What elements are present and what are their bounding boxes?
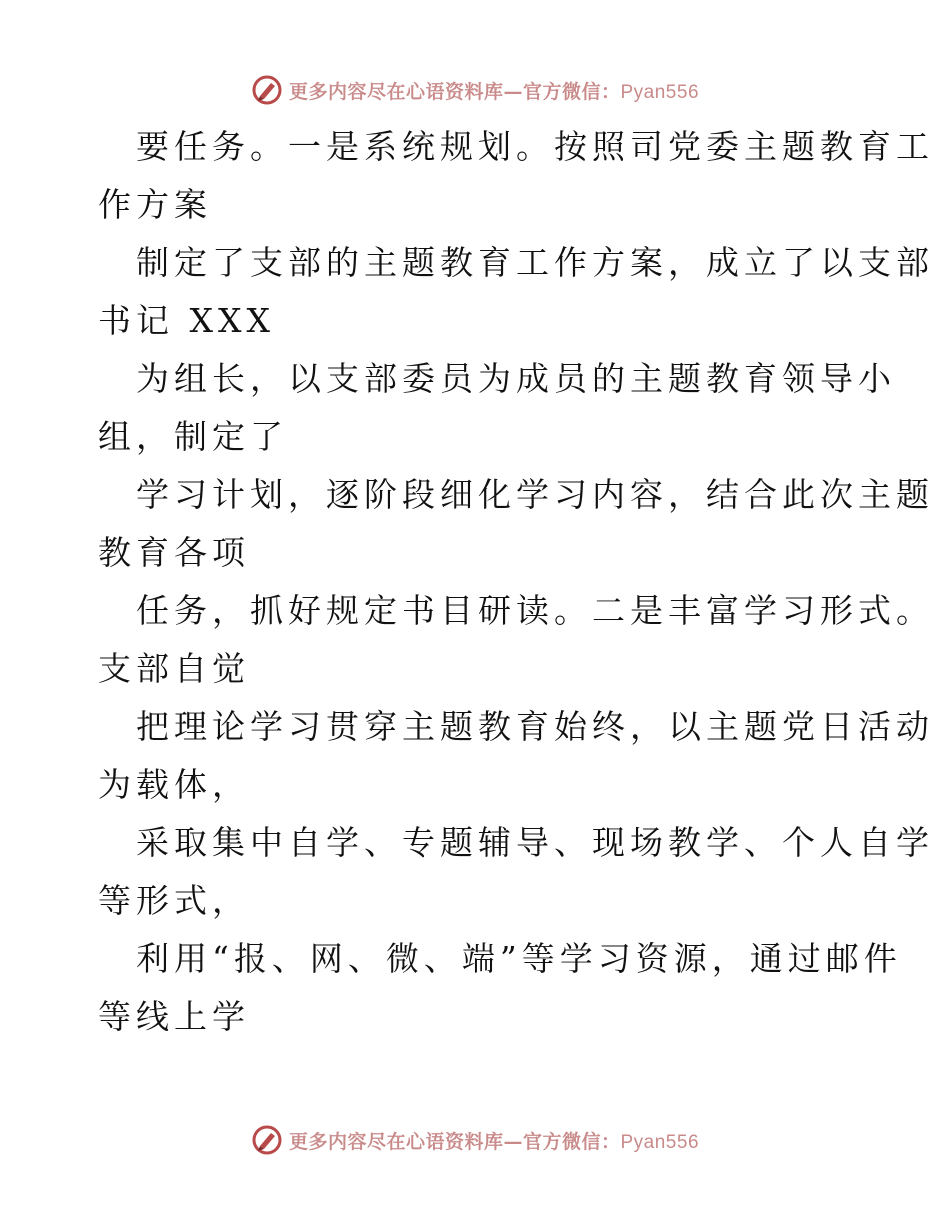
- watermark-handle: Pyan556: [620, 1131, 700, 1153]
- watermark-text: [289, 77, 699, 104]
- paragraph: 制定了支部的主题教育工作方案，成立了以支部 书记 XXX: [98, 243, 934, 340]
- watermark-text: [289, 1127, 699, 1154]
- paragraph: 采取集中自学、专题辅导、现场教学、个人自学 等形式，: [98, 823, 934, 920]
- watermark-prefix: 更多内容尽在心语资料库—官方微信：: [288, 80, 621, 103]
- paragraph: 为组长，以支部委员为成员的主题教育领导小 组，制定了: [98, 359, 896, 456]
- header-watermark: [0, 70, 950, 110]
- watermark-handle: Pyan556: [620, 81, 700, 103]
- pen-logo-icon: [251, 1124, 283, 1156]
- footer-watermark: [0, 1120, 950, 1160]
- paragraph: 要任务。一是系统规划。按照司党委主题教育工 作方案: [98, 127, 934, 224]
- watermark-prefix: 更多内容尽在心语资料库—官方微信：: [288, 1130, 621, 1153]
- paragraph: 任务，抓好规定书目研读。二是丰富学习形式。 支部自觉: [98, 591, 934, 688]
- paragraph: 把理论学习贯穿主题教育始终，以主题党日活动 为载体，: [98, 707, 934, 804]
- pen-logo-icon: [251, 74, 283, 106]
- paragraph: 利用“报、网、微、端”等学习资源，通过邮件 等线上学: [98, 939, 902, 1036]
- document-body: [98, 118, 934, 1046]
- paragraph: 学习计划，逐阶段细化学习内容，结合此次主题 教育各项: [98, 475, 934, 572]
